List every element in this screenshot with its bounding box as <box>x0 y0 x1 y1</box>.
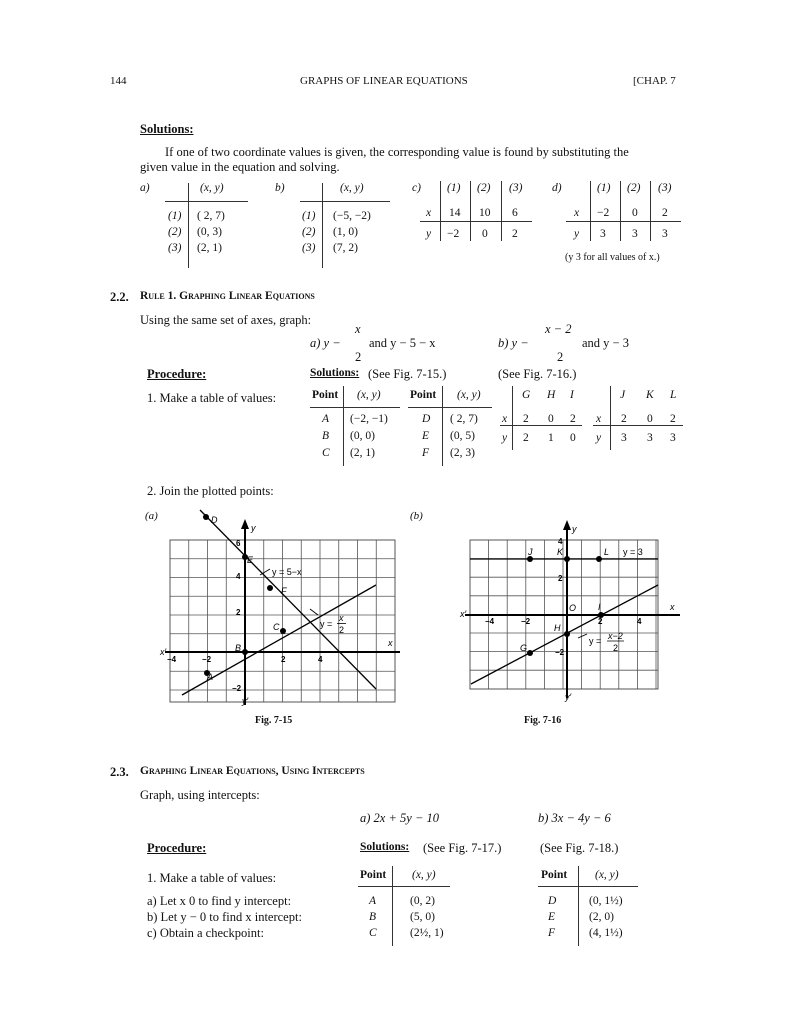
page-number: 144 <box>110 75 127 87</box>
point-l <box>596 556 602 562</box>
row-value: (−5, −2) <box>333 210 371 222</box>
col-header: (x, y) <box>412 869 436 881</box>
table-header: (x, y) <box>200 182 224 194</box>
point-b <box>242 649 248 655</box>
cell-value: −2 <box>597 207 610 219</box>
point-h <box>564 631 570 637</box>
label-k: K <box>557 547 564 557</box>
cell-value: 2 <box>523 413 529 425</box>
table-label: d) <box>552 182 562 194</box>
row-index: (1) <box>302 210 316 222</box>
point-label: D <box>548 895 557 907</box>
row-value: (2, 1) <box>197 242 222 254</box>
point-label: C <box>322 447 330 459</box>
equation-label-2-num: x <box>339 613 344 623</box>
row-index: (3) <box>302 242 316 254</box>
point-label: A <box>369 895 377 907</box>
point-value: (2, 3) <box>450 447 475 459</box>
procedure-label: Procedure: <box>147 367 207 381</box>
cell-value: 2 <box>662 207 668 219</box>
point-value: (0, 2) <box>410 895 435 907</box>
eq-suffix: and y − 5 − x <box>369 336 436 350</box>
col-header: Point <box>312 389 339 401</box>
label-g: G <box>520 643 528 653</box>
eq-prefix: a) y − <box>310 336 341 350</box>
cell-value: 3 <box>600 228 606 240</box>
label-x-prime: x′ <box>460 609 467 619</box>
point-c <box>280 628 286 634</box>
label-b: B <box>235 643 242 653</box>
cell-value: 2 <box>512 228 518 240</box>
equation-label-2-den: 2 <box>613 643 619 653</box>
row-label: x <box>426 207 432 219</box>
solutions-ref-b: (See Fig. 7-16.) <box>498 367 577 381</box>
section-title: Rule 1. Graphing Linear Equations <box>140 290 315 302</box>
label-a: A <box>207 672 214 682</box>
tick-label: 4 <box>637 617 642 626</box>
row-label: x <box>596 413 602 425</box>
tick-label: 6 <box>236 539 241 548</box>
row-label: x <box>574 207 580 219</box>
row-value: (1, 0) <box>333 226 358 238</box>
point-label: D <box>422 413 431 425</box>
equation-label-1: y = 5−x <box>272 567 302 577</box>
point-value: (5, 0) <box>410 911 435 923</box>
figure-7-15 <box>140 505 405 715</box>
tick-label: 4 <box>558 537 563 546</box>
chapter-label: [CHAP. 7 <box>633 75 676 87</box>
label-i: I <box>598 602 601 612</box>
tick-label: 2 <box>236 608 241 617</box>
label-y: y <box>572 524 577 534</box>
col-header: H <box>547 389 556 401</box>
row-value: (0, 3) <box>197 226 222 238</box>
equation-label-2-den: 2 <box>339 625 345 635</box>
col-header: (1) <box>597 182 611 194</box>
label-d: D <box>211 515 218 525</box>
col-header: Point <box>541 869 568 881</box>
point-label: C <box>369 927 377 939</box>
point-value: (4, 1½) <box>589 927 623 939</box>
cell-value: 2 <box>570 413 576 425</box>
cell-value: 1 <box>548 432 554 444</box>
figure-7-15-caption: Fig. 7-15 <box>255 715 293 726</box>
table-label: a) <box>140 182 150 194</box>
col-header: (x, y) <box>457 389 481 401</box>
point-f <box>267 585 273 591</box>
cell-value: 3 <box>647 432 653 444</box>
row-index: (3) <box>168 242 182 254</box>
cell-value: −2 <box>447 228 460 240</box>
solutions-label: Solutions: <box>360 841 410 853</box>
eq-prefix: b) y − <box>498 336 529 350</box>
tick-label: −2 <box>521 617 531 626</box>
point-value: (2, 0) <box>589 911 614 923</box>
tick-label: −2 <box>232 684 242 693</box>
cell-value: 2 <box>621 413 627 425</box>
col-header: (3) <box>658 182 672 194</box>
label-y-prime: y′ <box>565 692 572 702</box>
label-f: F <box>281 586 287 596</box>
step-2: 2. Join the plotted points: <box>147 484 274 498</box>
row-label: x <box>502 413 508 425</box>
col-header: (2) <box>627 182 641 194</box>
tick-label: 2 <box>281 655 286 664</box>
col-header: (2) <box>477 182 491 194</box>
point-label: A <box>322 413 330 425</box>
cell-value: 6 <box>512 207 518 219</box>
row-label: y <box>596 432 602 444</box>
point-label: F <box>548 927 556 939</box>
figure-b-label: (b) <box>410 510 423 522</box>
equation-label-2-num: x−2 <box>608 631 623 641</box>
equation-label-2-lhs: y = <box>589 636 602 646</box>
label-e: E <box>247 555 254 565</box>
cell-value: 3 <box>662 228 668 240</box>
eq-numerator: x − 2 <box>545 322 572 336</box>
point-label: F <box>422 447 430 459</box>
cell-value: 0 <box>570 432 576 444</box>
solutions-ref-b: (See Fig. 7-18.) <box>540 841 619 855</box>
point-value: (0, 0) <box>350 430 375 442</box>
point-d <box>203 514 209 520</box>
col-header: G <box>522 389 531 401</box>
equation-b: b) 3x − 4y − 6 <box>538 811 611 825</box>
col-header: J <box>620 389 626 401</box>
solutions-ref-a: (See Fig. 7-15.) <box>368 367 447 381</box>
equation-a: a) 2x + 5y − 10 <box>360 811 440 825</box>
eq-suffix: and y − 3 <box>582 336 629 350</box>
point-value: (2½, 1) <box>410 927 444 939</box>
tick-label: 2 <box>558 574 563 583</box>
point-label: E <box>422 430 430 442</box>
row-value: (7, 2) <box>333 242 358 254</box>
cell-value: 3 <box>632 228 638 240</box>
solutions-text-line2: given value in the equation and solving. <box>140 160 340 174</box>
tick-label: −2 <box>202 655 212 664</box>
tick-label: −4 <box>485 617 495 626</box>
label-x: x <box>388 638 393 648</box>
row-label: y <box>426 228 432 240</box>
cell-value: 3 <box>621 432 627 444</box>
row-label: y <box>574 228 580 240</box>
eq-numerator: x <box>355 322 361 336</box>
col-header: (x, y) <box>595 869 619 881</box>
section-title: Graphing Linear Equations, Using Intercepts <box>140 765 365 777</box>
procedure-label: Procedure: <box>147 841 207 855</box>
solutions-text-line1: If one of two coordinate values is given, the corresponding value is found by substituting the <box>165 145 629 159</box>
eq-denominator: 2 <box>557 350 564 364</box>
tick-label: 2 <box>598 617 603 626</box>
equation-label-1: y = 3 <box>623 547 643 557</box>
col-header: (x, y) <box>357 389 381 401</box>
row-label: y <box>502 432 508 444</box>
section-number: 2.3. <box>110 765 129 779</box>
solutions-heading: Solutions: <box>140 122 194 136</box>
col-header: L <box>670 389 677 401</box>
table-header: (x, y) <box>340 182 364 194</box>
running-title: GRAPHS OF LINEAR EQUATIONS <box>300 75 468 87</box>
col-header: Point <box>410 389 437 401</box>
point-value: (0, 5) <box>450 430 475 442</box>
row-index: (2) <box>168 226 182 238</box>
section-intro: Using the same set of axes, graph: <box>140 313 312 327</box>
row-index: (2) <box>302 226 316 238</box>
label-j: J <box>528 547 533 557</box>
col-header: (1) <box>447 182 461 194</box>
tick-label: −4 <box>167 655 177 664</box>
point-k <box>564 556 570 562</box>
table-note: (y 3 for all values of x.) <box>565 252 660 263</box>
label-x: x <box>670 602 675 612</box>
tick-label: 4 <box>236 572 241 581</box>
equation-label-2-lhs: y = <box>320 619 333 629</box>
col-header: I <box>570 389 574 401</box>
cell-value: 3 <box>670 432 676 444</box>
cell-value: 0 <box>647 413 653 425</box>
substep-c: c) Obtain a checkpoint: <box>147 926 264 940</box>
step-1: 1. Make a table of values: <box>147 391 277 405</box>
section-intro: Graph, using intercepts: <box>140 788 260 802</box>
tick-label: −2 <box>555 648 565 657</box>
solutions-label: Solutions: <box>310 367 360 379</box>
col-header: Point <box>360 869 387 881</box>
col-header: K <box>646 389 654 401</box>
substep-a: a) Let x 0 to find y intercept: <box>147 894 292 908</box>
point-label: E <box>548 911 556 923</box>
table-label: c) <box>412 182 421 194</box>
cell-value: 0 <box>632 207 638 219</box>
row-value: ( 2, 7) <box>197 210 225 222</box>
solutions-ref-a: (See Fig. 7-17.) <box>423 841 502 855</box>
cell-value: 2 <box>670 413 676 425</box>
figure-a-label: (a) <box>145 510 158 522</box>
substep-b: b) Let y − 0 to find x intercept: <box>147 910 302 924</box>
cell-value: 0 <box>482 228 488 240</box>
figure-7-16-caption: Fig. 7-16 <box>524 715 562 726</box>
label-y: y <box>251 523 256 533</box>
eq-denominator: 2 <box>355 350 362 364</box>
step-1: 1. Make a table of values: <box>147 871 277 885</box>
label-o: O <box>569 603 577 613</box>
point-label: B <box>322 430 330 442</box>
point-value: ( 2, 7) <box>450 413 478 425</box>
col-header: (3) <box>509 182 523 194</box>
point-value: (−2, −1) <box>350 413 388 425</box>
point-value: (2, 1) <box>350 447 375 459</box>
tick-label: 4 <box>318 655 323 664</box>
label-x-prime: x′ <box>160 647 167 657</box>
label-h: H <box>554 623 561 633</box>
point-g <box>527 650 533 656</box>
table-label: b) <box>275 182 285 194</box>
cell-value: 0 <box>548 413 554 425</box>
label-c: C <box>273 622 280 632</box>
point-label: B <box>369 911 377 923</box>
row-index: (1) <box>168 210 182 222</box>
cell-value: 10 <box>479 207 491 219</box>
section-number: 2.2. <box>110 290 129 304</box>
label-l: L <box>604 547 610 557</box>
figure-7-16 <box>455 510 685 705</box>
point-value: (0, 1½) <box>589 895 623 907</box>
cell-value: 14 <box>449 207 461 219</box>
label-y-prime: y′ <box>242 696 249 706</box>
cell-value: 2 <box>523 432 529 444</box>
